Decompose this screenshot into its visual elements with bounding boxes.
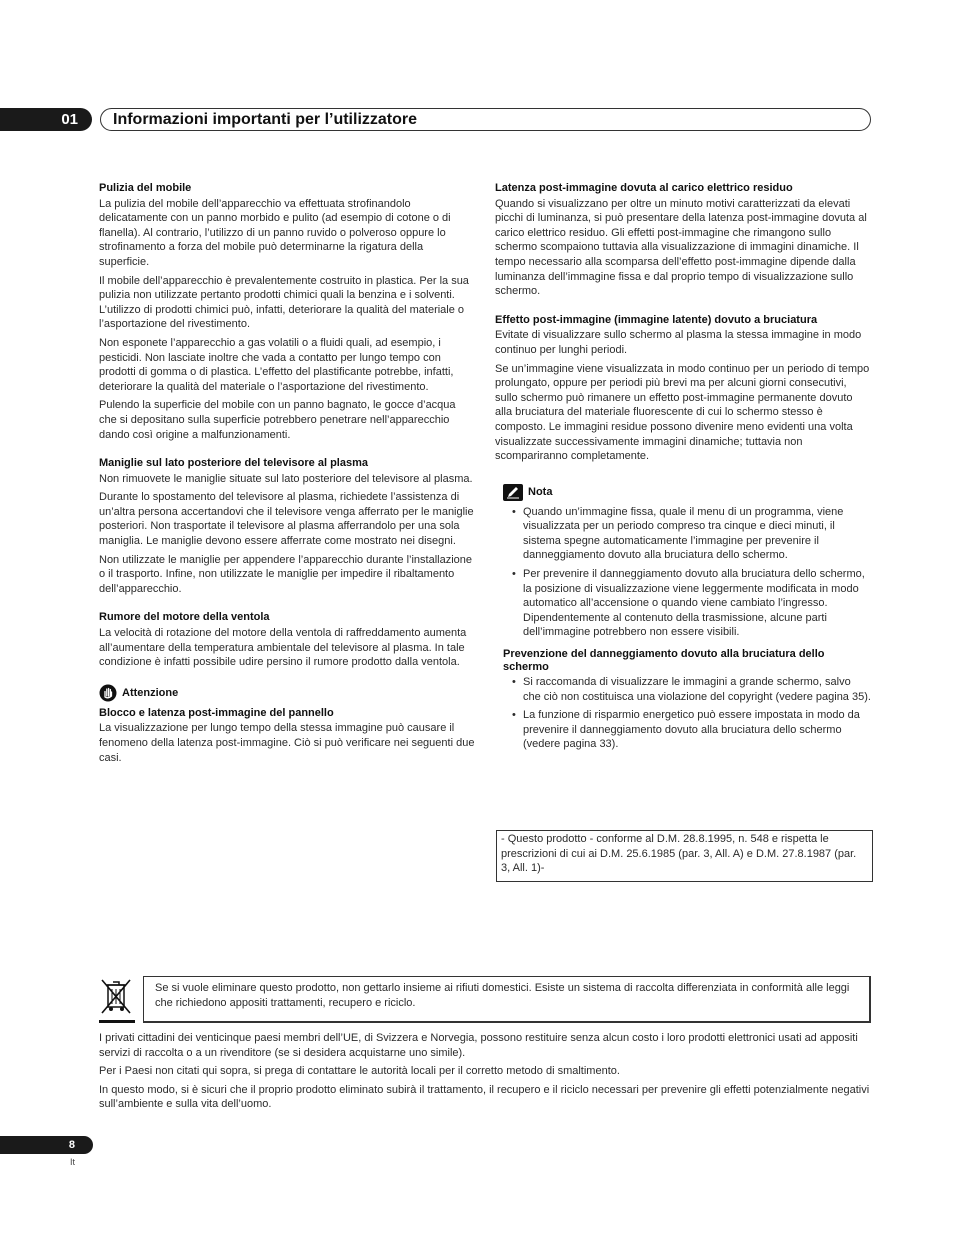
note-pencil-icon xyxy=(503,484,523,501)
compliance-notice: - Questo prodotto - conforme al D.M. 28.8.1995, n. 548 e rispetta le prescrizioni di cui ai D.M. 25.6.1985 (par. 3, All. A) e D.M. 27.8.1987 (par. 3, All. 1)- xyxy=(496,830,873,882)
paragraph: Se un’immagine viene visualizzata in modo continuo per un periodo di tempo prolungato, oppure per periodi più brevi ma per alcuni giorni consecutivi, sullo schermo può rimanere un effetto post-immagine permanente dovuto alla bruciatura del materiale fluorescente di cui lo schermo stesso è composto. Le immagini residue possono divenire meno evidenti una volta visualizzate successivamente immagini dinamiche; tuttavia non scompariranno completamente. xyxy=(495,362,870,463)
bin-underline xyxy=(99,1020,135,1023)
paragraph: Quando si visualizzano per oltre un minuto motivi caratterizzati da elevati picchi di luminanza, si può presentare della latenza post-immagine dovuta al carico elettrico residuo. Gli effetti post-immagine che rimangono sullo schermo scompaiono tuttavia alla visualizzazione di immagini dinamiche. Il tempo necessario alla scomparsa dell’effetto post-immagine dipende dalla luminanza dell’immagine fissa e dal proprio tempo di visualizzazione sullo schermo. xyxy=(495,197,867,298)
section-title-prevenzione: Prevenzione del danneggiamento dovuto alla bruciatura dello schermo xyxy=(503,648,825,674)
list-item: • Per prevenire il danneggiamento dovuto alla bruciatura dello schermo, la posizione di visualizzazione viene leggermente modificata in modo automatico all’accensione o quando viene cambiato l’ingresso. Dipendentemente al contenuto della trasmissione, alcune parti dell’immagine potrebbero non essere visibili. xyxy=(503,567,871,640)
paragraph: Pulendo la superficie del mobile con un panno bagnato, le gocce d’acqua che si depositano sulla superficie potrebbero penetrare nell’apparecchio dando così origine a malfunzionamenti. xyxy=(99,399,456,441)
caution-heading xyxy=(99,684,475,702)
language-code: It xyxy=(70,1157,76,1167)
prevention-list xyxy=(503,675,871,752)
paragraph: Non utilizzate le maniglie per appendere l’apparecchio durante l’installazione o il trasporto. Infine, non utilizzate le maniglie per impedire il ribaltamento dell’apparecchio. xyxy=(99,553,473,595)
paragraph: I privati cittadini dei venticinque paesi membri dell’UE, di Svizzera e Norvegia, possono restituire senza alcun costo i loro prodotti elettronici usati ad appositi servizi di raccolta o a un rivenditore (se si desidera acquistarne uno simile). xyxy=(99,1032,858,1059)
section-title-blocco: Blocco e latenza post-immagine del pannello xyxy=(99,706,334,719)
paragraph: Non rimuovete le maniglie situate sul lato posteriore del televisore al plasma. xyxy=(99,472,473,485)
paragraph: In questo modo, si è sicuri che il proprio prodotto eliminato subirà il trattamento, il recupero e il riciclo necessari per prevenire gli effetti potenzialmente negativi sull’ambiente e sulla vita dell’uomo. xyxy=(99,1083,870,1111)
page-number: 8 xyxy=(0,1136,93,1154)
section-title-maniglie: Maniglie sul lato posteriore del televisore al plasma xyxy=(99,457,368,470)
list-item: • Quando un’immagine fissa, quale il menu di un programma, viene visualizzata per un periodo compreso tra cinque e dieci minuti, il sistema spegne automaticamente l’immagine per prevenire il danneggiamento dovuto alla bruciatura dello schermo. xyxy=(503,505,871,563)
section-title-effetto: Effetto post-immagine (immagine latente) dovuto a bruciatura xyxy=(495,313,818,326)
paragraph: Non esponete l’apparecchio a gas volatili o a fluidi quali, ad esempio, i pesticidi. Non lasciate inoltre che vada a contatto per lungo tempo con prodotti di gomma o di plastica. L’effetto del plastificante potrebbe, infatti, deteriorare la qualità del materiale o l’asportazione del rivestimento. xyxy=(99,336,454,393)
chapter-title: Informazioni importanti per l’utilizzatore xyxy=(100,108,871,131)
note-list xyxy=(503,505,871,640)
section-title-pulizia: Pulizia del mobile xyxy=(99,182,192,194)
note-heading xyxy=(503,484,871,501)
list-item: • La funzione di risparmio energetico può essere impostata in modo da prevenire il danneggiamento dovuto alla bruciatura dello schermo (vedere pagina 33). xyxy=(503,708,871,752)
section-title-latenza: Latenza post-immagine dovuta al carico elettrico residuo xyxy=(495,182,793,194)
paragraph: Per i Paesi non citati qui sopra, si prega di contattare le autorità locali per il corretto metodo di smaltimento. xyxy=(99,1065,620,1078)
paragraph: La velocità di rotazione del motore della ventola di raffreddamento aumenta all’aumentare della temperatura ambientale del televisore al plasma. In tale condizione è infatti possibile udire persino il rumore prodotto dalla ventola. xyxy=(99,627,467,669)
note-block xyxy=(495,484,871,752)
paragraph: La pulizia del mobile dell’apparecchio va effettuata strofinandolo delicatamente con un panno morbido e pulito (ad esempio di cotone o di flanella). Al contrario, l’utilizzo di un panno ruvido o polveroso oppure lo strofinamento a forza del mobile può determinarne la rigatura della superficie. xyxy=(99,197,451,268)
left-column xyxy=(99,181,475,769)
right-column xyxy=(495,181,871,756)
list-item: • Si raccomanda di visualizzare le immagini a grande schermo, salvo che ciò non costituisca una violazione del copyright (vedere pagina 35). xyxy=(503,675,871,704)
section-title-rumore: Rumore del motore della ventola xyxy=(99,611,270,624)
paragraph: La visualizzazione per lungo tempo della stessa immagine può causare il fenomeno della latenza post-immagine. Ciò si può verificare nei seguenti due casi. xyxy=(99,722,475,764)
paragraph: Evitate di visualizzare sullo schermo al plasma la stessa immagine in modo continuo per lunghi periodi. xyxy=(495,329,862,356)
crossed-bin-icon xyxy=(99,977,133,1017)
chapter-number: 01 xyxy=(0,108,92,131)
caution-hand-icon xyxy=(99,684,117,702)
caution-label: Attenzione xyxy=(122,686,179,699)
paragraph: Il mobile dell’apparecchio è prevalentemente costruito in plastica. Per la sua pulizia non utilizzate pertanto prodotti chimici quali la benzina e i solventi. L’utilizzo di prodotti chimici può, infatti, deteriorare la qualità del materiale o l’asportazione del rivestimento. xyxy=(99,274,469,331)
note-label: Nota xyxy=(528,485,553,498)
disposal-info xyxy=(99,1031,871,1116)
disposal-notice: Se si vuole eliminare questo prodotto, non gettarlo insieme ai rifiuti domestici. Esiste un sistema di raccolta differenziata in conformità alle leggi che richiedono appositi trattamenti, recupero e riciclo. xyxy=(143,976,871,1023)
paragraph: Durante lo spostamento del televisore al plasma, richiedete l’assistenza di un’altra persona accertandovi che il televisore venga afferrato per le maniglie posteriori. Non trasportate il televisore al plasma afferrandolo per una sola maniglia. Le maniglie devono essere afferrate come mostrato nei disegni. xyxy=(99,491,474,548)
